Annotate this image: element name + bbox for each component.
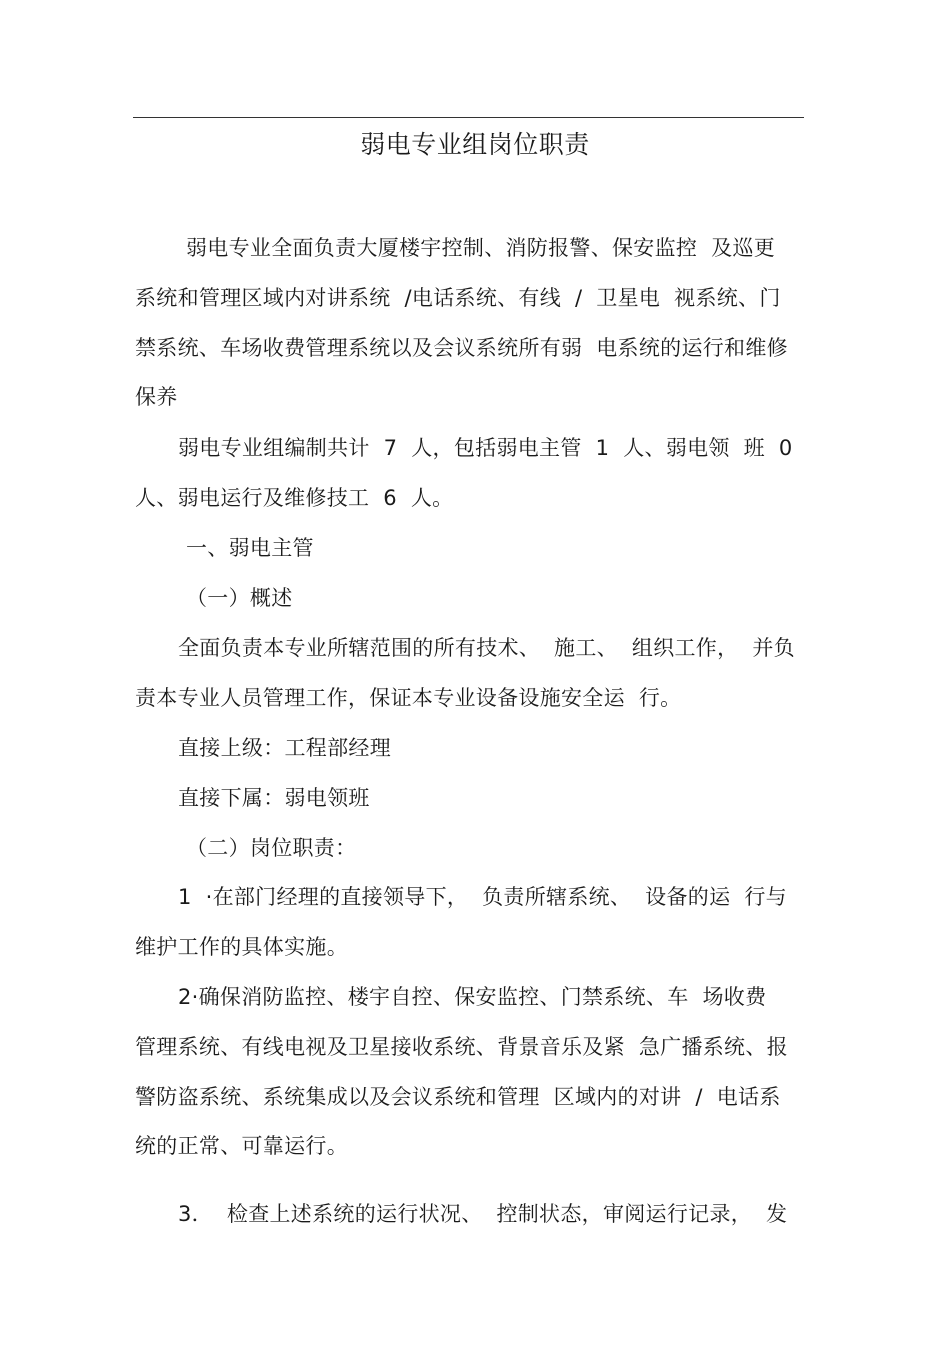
paragraph-line: 责本专业人员管理工作，保证本专业设备设施安全运 行。 [135, 686, 682, 710]
paragraph-line: 保养 [135, 385, 178, 409]
paragraph-line: 警防盗系统、系统集成以及会议系统和管理 区域内的对讲 / 电话系 [135, 1085, 781, 1109]
paragraph-line: 弱电专业组编制共计 7 人，包括弱电主管 1 人、弱电领 班 0 [178, 436, 793, 460]
supervisor-line: 直接上级：工程部经理 [178, 736, 391, 760]
paragraph-line: 人、弱电运行及维修技工 6 人。 [135, 486, 454, 510]
paragraph-line: 维护工作的具体实施。 [135, 935, 348, 959]
subsection-heading: （一）概述 [186, 586, 293, 610]
paragraph-line: 全面负责本专业所辖范围的所有技术、 施工、 组织工作， 并负 [178, 636, 795, 660]
subsection-heading: （二）岗位职责： [186, 836, 357, 860]
paragraph-line: 禁系统、车场收费管理系统以及会议系统所有弱 电系统的运行和维修 [135, 336, 788, 360]
subordinate-line: 直接下属：弱电领班 [178, 786, 370, 810]
duty-item: 1 ·在部门经理的直接领导下， 负责所辖系统、 设备的运 行与 [178, 885, 787, 909]
document-title: 弱电专业组岗位职责 [360, 130, 590, 159]
header-rule [133, 117, 804, 118]
paragraph-line: 统的正常、可靠运行。 [135, 1134, 348, 1158]
section-heading: 一、弱电主管 [186, 536, 314, 560]
duty-item: 2·确保消防监控、楼宇自控、保安监控、门禁系统、车 场收费 [178, 985, 767, 1009]
paragraph-line: 管理系统、有线电视及卫星接收系统、背景音乐及紧 急广播系统、报 [135, 1035, 788, 1059]
paragraph-line: 弱电专业全面负责大厦楼宇控制、消防报警、保安监控 及巡更 [186, 236, 776, 260]
duty-item: 3． 检查上述系统的运行状况、 控制状态，审阅运行记录， 发 [178, 1202, 788, 1226]
paragraph-line: 系统和管理区域内对讲系统 /电话系统、有线 / 卫星电 视系统、门 [135, 286, 781, 310]
